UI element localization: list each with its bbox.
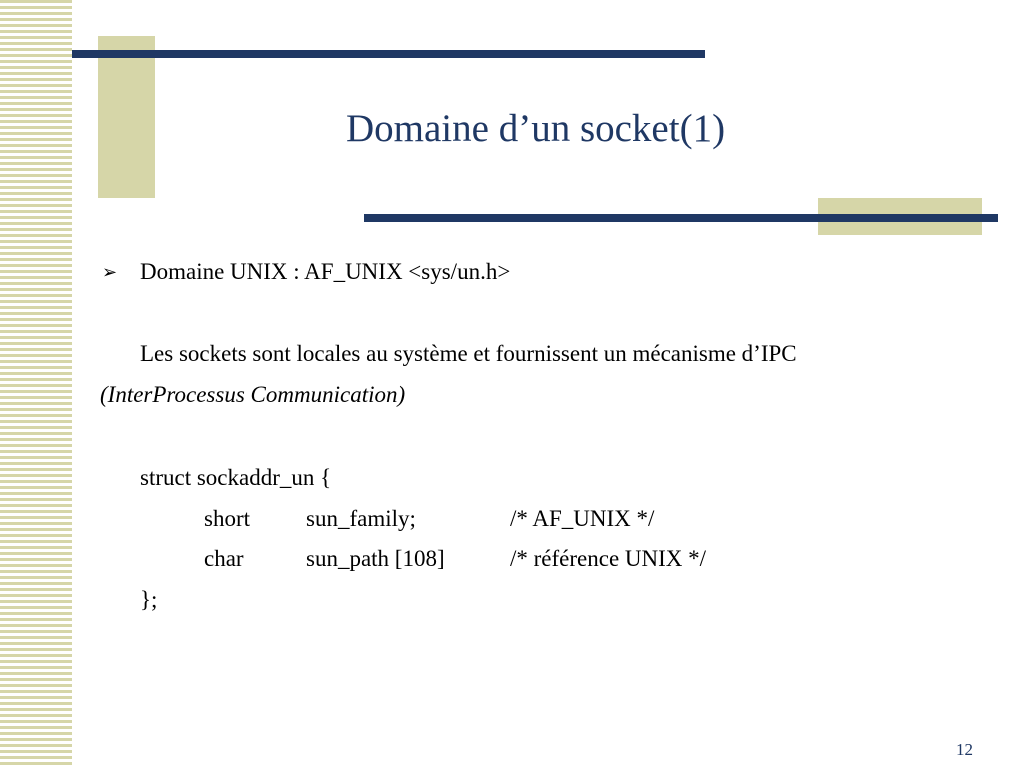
paragraph-line-2: (InterProcessus Communication) [100, 382, 406, 407]
title-accent-block [98, 36, 155, 198]
code-row-type: short [204, 506, 250, 531]
code-row-field: sun_path [108] [306, 546, 445, 571]
left-stripe-decoration [0, 0, 72, 768]
paragraph-line-1: Les sockets sont locales au système et fournissent un mécanisme d’IPC [140, 341, 797, 366]
bullet-text: Domaine UNIX : AF_UNIX <sys/un.h> [140, 259, 511, 284]
code-row-comment: /* référence UNIX */ [510, 546, 707, 571]
code-struct-close: }; [140, 587, 158, 612]
code-row-type: char [204, 546, 244, 571]
slide-title: Domaine d’un socket(1) [346, 107, 726, 150]
bottom-rule [364, 214, 998, 222]
code-row-comment: /* AF_UNIX */ [510, 506, 655, 531]
top-rule [72, 50, 705, 58]
code-row-field: sun_family; [306, 506, 416, 531]
page-number: 12 [956, 740, 973, 759]
code-struct-open: struct sockaddr_un { [140, 465, 332, 490]
arrowhead-bullet-icon: ➢ [102, 262, 118, 283]
